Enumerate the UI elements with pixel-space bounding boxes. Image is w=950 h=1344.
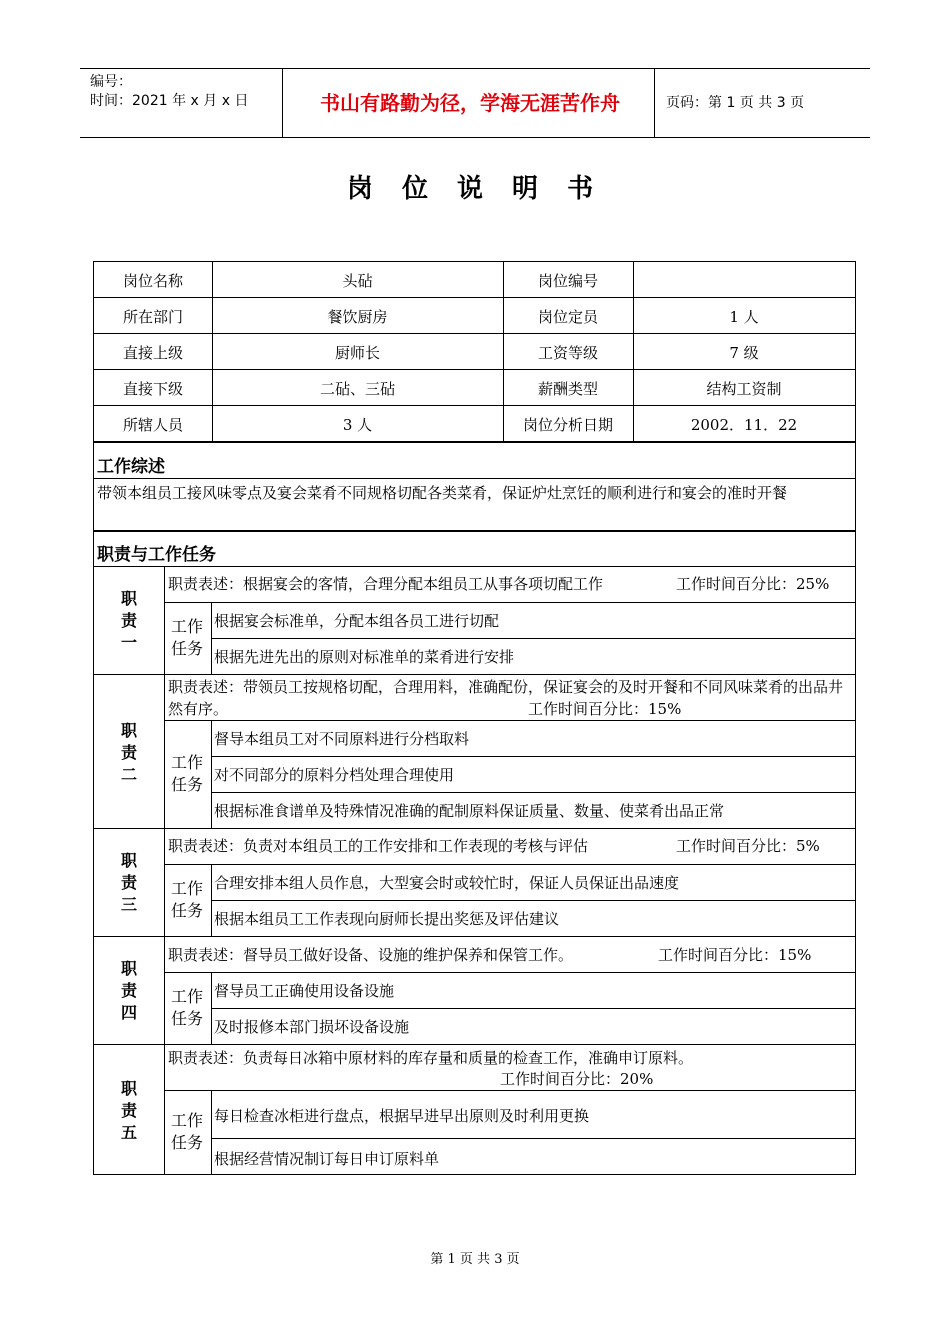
label-pay-type: 薪酬类型 bbox=[537, 379, 598, 398]
duty-5-task-label: 工作任务 bbox=[171, 1111, 204, 1152]
label-subordinates: 直接下级 bbox=[122, 379, 183, 398]
grid-line bbox=[211, 1138, 855, 1139]
duty-4-label: 职责四 bbox=[121, 959, 138, 1022]
grid-line bbox=[211, 638, 855, 639]
grid-line bbox=[94, 674, 855, 675]
header-divider bbox=[282, 69, 283, 137]
value-subordinates: 二砧、三砧 bbox=[319, 379, 395, 398]
duty-3-task: 根据本组员工工作表现向厨师长提出奖惩及评估建议 bbox=[214, 910, 560, 928]
duty-4-task: 及时报修本部门损坏设备设施 bbox=[214, 1018, 410, 1036]
value-position-name: 头砧 bbox=[342, 271, 373, 290]
grid-line bbox=[94, 566, 855, 567]
duty-5-label: 职责五 bbox=[121, 1079, 138, 1142]
grid-line bbox=[211, 1090, 212, 1174]
value-salary-grade: 7 级 bbox=[729, 343, 759, 362]
duty-4-task-label: 工作任务 bbox=[171, 987, 204, 1028]
value-pay-type: 结构工资制 bbox=[706, 379, 782, 398]
duty-2-task: 对不同部分的原料分档处理合理使用 bbox=[214, 766, 455, 784]
summary-heading: 工作综述 bbox=[97, 457, 165, 477]
duty-5-task: 每日检查冰柜进行盘点，根据早进早出原则及时利用更换 bbox=[214, 1107, 590, 1125]
duty-2-label: 职责二 bbox=[121, 721, 138, 784]
header-page-info: 页码：第 1 页 共 3 页 bbox=[666, 95, 805, 111]
grid-line bbox=[211, 1008, 855, 1009]
duty-1-time-percent: 工作时间百分比：25% bbox=[676, 575, 830, 593]
duty-5-task: 根据经营情况制订每日申订原料单 bbox=[214, 1150, 440, 1168]
grid-line bbox=[211, 720, 212, 828]
duty-1-task: 根据先进先出的原则对标准单的菜肴进行安排 bbox=[214, 648, 515, 666]
value-position-code bbox=[633, 262, 855, 298]
label-supervisor: 直接上级 bbox=[122, 343, 183, 362]
duty-1-statement: 职责表述：根据宴会的客情，合理分配本组员工从事各项切配工作 bbox=[168, 575, 604, 593]
value-staff: 3 人 bbox=[342, 415, 373, 434]
grid-line bbox=[164, 720, 855, 721]
duty-1-label: 职责一 bbox=[121, 589, 138, 652]
value-department: 餐饮厨房 bbox=[327, 307, 388, 326]
duty-4-time-percent: 工作时间百分比：15% bbox=[658, 946, 812, 964]
grid-line bbox=[211, 900, 855, 901]
label-position-name: 岗位名称 bbox=[122, 271, 183, 290]
value-headcount: 1 人 bbox=[729, 307, 759, 326]
duty-4-statement: 职责表述：督导员工做好设备、设施的维护保养和保管工作。 bbox=[168, 946, 574, 964]
label-staff: 所辖人员 bbox=[122, 415, 183, 434]
label-department: 所在部门 bbox=[122, 307, 183, 326]
duties-heading: 职责与工作任务 bbox=[97, 545, 216, 565]
grid-line bbox=[164, 972, 855, 973]
duty-2-statement: 职责表述：带领员工按规格切配，合理用料，准确配份，保证宴会的及时开餐和不同风味菜肴的出品井然有序。 bbox=[168, 678, 844, 718]
duty-2-task: 督导本组员工对不同原料进行分档取料 bbox=[214, 730, 470, 748]
summary-text: 带领本组员工接风味零点及宴会菜肴不同规格切配各类菜肴，保证炉灶烹饪的顺利进行和宴会的准时开餐 bbox=[97, 484, 788, 502]
grid-line bbox=[94, 828, 855, 829]
duty-3-task-label: 工作任务 bbox=[171, 879, 204, 920]
duty-3-time-percent: 工作时间百分比：5% bbox=[676, 837, 820, 855]
grid-line bbox=[164, 864, 855, 865]
label-salary-grade: 工资等级 bbox=[537, 343, 598, 362]
duty-2-time-percent: 工作时间百分比：15% bbox=[528, 700, 682, 718]
grid-line bbox=[94, 1044, 855, 1045]
document-number-label: 编号： bbox=[90, 74, 132, 90]
header-divider bbox=[654, 69, 655, 137]
page-header bbox=[80, 68, 870, 138]
job-description-form bbox=[93, 261, 856, 1175]
page-footer: 第 1 页 共 3 页 bbox=[430, 1252, 520, 1267]
grid-line bbox=[211, 756, 855, 757]
duty-1-task-label: 工作任务 bbox=[171, 617, 204, 658]
grid-line bbox=[211, 792, 855, 793]
label-analysis-date: 岗位分析日期 bbox=[522, 415, 613, 434]
label-position-code: 岗位编号 bbox=[537, 271, 598, 290]
duty-1-task: 根据宴会标准单，分配本组各员工进行切配 bbox=[214, 612, 500, 630]
grid-line bbox=[94, 530, 855, 532]
document-date: 时间：2021 年 x 月 x 日 bbox=[90, 93, 249, 109]
value-supervisor: 厨师长 bbox=[334, 343, 380, 362]
grid-line bbox=[164, 602, 855, 603]
grid-line bbox=[94, 478, 855, 479]
header-meta bbox=[90, 73, 248, 111]
duty-3-label: 职责三 bbox=[121, 851, 138, 914]
grid-line bbox=[94, 936, 855, 937]
duty-5-statement: 职责表述：负责每日冰箱中原材料的库存量和质量的检查工作，准确申订原料。 bbox=[168, 1049, 694, 1067]
duty-3-statement: 职责表述：负责对本组员工的工作安排和工作表现的考核与评估 bbox=[168, 837, 589, 855]
value-analysis-date: 2002．11．22 bbox=[690, 415, 798, 434]
duty-3-task: 合理安排本组人员作息，大型宴会时或较忙时，保证人员保证出品速度 bbox=[214, 874, 680, 892]
label-headcount: 岗位定员 bbox=[537, 307, 598, 326]
document-title: 岗 位 说 明 书 bbox=[346, 174, 604, 204]
grid-line bbox=[164, 1090, 855, 1091]
duty-5-time-percent: 工作时间百分比：20% bbox=[500, 1070, 654, 1088]
header-motto: 书山有路勤为径，学海无涯苦作舟 bbox=[320, 91, 620, 115]
duty-4-task: 督导员工正确使用设备设施 bbox=[214, 982, 395, 1000]
duty-2-task: 根据标准食谱单及特殊情况准确的配制原料保证质量、数量、使菜肴出品正常 bbox=[214, 802, 725, 820]
duty-2-task-label: 工作任务 bbox=[171, 753, 204, 794]
